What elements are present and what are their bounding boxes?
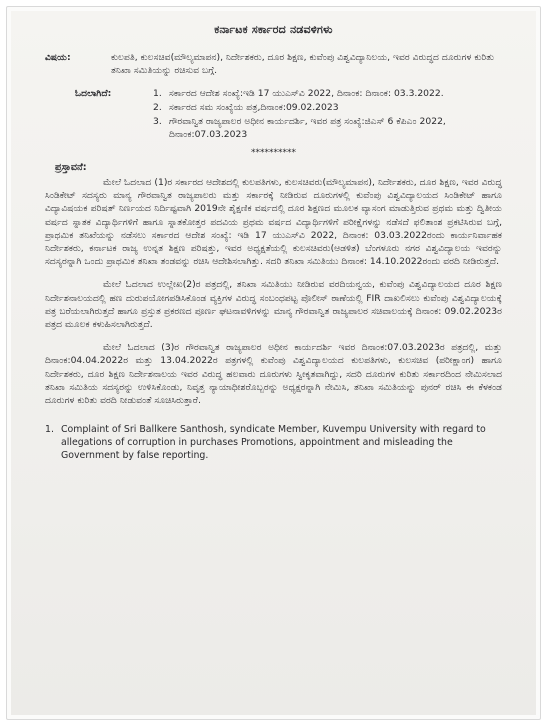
reference-text: ಸರ್ಕಾರದ ಆದೇಶ ಸಂಖ್ಯೆ:ಇಡಿ 17 ಯುಎಸ್‌ವಿ 2022, ದಿನಾಂಕ: ದಿನಾಂಕ: 03.3.2022. [169,88,444,99]
reference-number: 3. [153,116,162,127]
reference-item [153,87,502,100]
complaint-item [45,423,502,462]
references-label: ಓದಲಾಗಿದೆ: [75,88,112,99]
subject-row [45,51,502,77]
references-row [45,87,502,142]
reference-text: ಸರ್ಕಾರದ ಸಮ ಸಂಖ್ಯೆಯ ಪತ್ರ,ದಿನಾಂಕ:09.02.2023 [169,102,339,113]
complaint-number: 1. [45,424,54,436]
references-list [153,87,502,142]
preamble-heading: ಪ್ರಸ್ತಾವನೆ: [55,162,87,173]
complaint-text: Complaint of Sri Ballkere Santhosh, syndicate Member, Kuvempu University with regard to allegations of corruption in purchases Promotions, appointment and misleading the Government by false reporting. [61,424,486,462]
image-frame [6,6,541,720]
reference-item [153,101,502,114]
paragraph-2: ಮೇಲೆ ಓದಲಾದ ಉಲ್ಲೇಖ(2)ರ ಪತ್ರದಲ್ಲಿ, ತನಿಖಾ ಸಮಿತಿಯು ನೀಡಿರುವ ವರದಿಯನ್ವಯ, ಕುವೆಂಪು ವಿಶ್ವವಿದ್ಯಾಲಯದ ದೂರ ಶಿಕ್ಷಣ ನಿರ್ದೇಶನಾಲಯದಲ್ಲಿ ಹಣ ದುರುಪಯೋಗಪಡಿಸಿಕೊಂಡ ವ್ಯಕ್ತಿಗಳ ವಿರುದ್ಧ ಸಂಬಂಧಪಟ್ಟ ಪೊಲೀಸ್ ಠಾಣೆಯಲ್ಲಿ FIR ದಾಖಲಿಸಲು ಕುವೆಂಪು ವಿಶ್ವವಿದ್ಯಾಲಯಕ್ಕೆ ಪತ್ರ ಬರೆಯಲಾಗಿರುತ್ತದೆ ಹಾಗೂ ಪ್ರಸ್ತುತ ಪ್ರಕರಣದ ಪೂರ್ಣ ಘಟನಾವಳಿಗಳನ್ನು ಮಾನ್ಯ ಗೌರವಾನ್ವಿತ ರಾಜ್ಯಪಾಲರ ಸಚಿವಾಲಯಕ್ಕೆ ದಿನಾಂಕ: 09.02.2023ರ ಪತ್ರದ ಮೂಲಕ ಕಳುಹಿಸಲಾಗಿರುತ್ತದೆ. [45,279,502,331]
document-title: ಕರ್ನಾಟಕ ಸರ್ಕಾರದ ನಡವಳಿಗಳು [214,23,333,36]
paragraph-3: ಮೇಲೆ ಓದಲಾದ (3)ರ ಗೌರವಾನ್ವಿತ ರಾಜ್ಯಪಾಲರ ಅಧೀನ ಕಾರ್ಯದರ್ಶಿ ಇವರ ದಿನಾಂಕ:07.03.2023ರ ಪತ್ರದಲ್ಲಿ, ಮತ್ತು ದಿನಾಂಕ:04.04.2022ರ ಮತ್ತು 13.04.2022ರ ಪತ್ರಗಳಲ್ಲಿ ಕುವೆಂಪು ವಿಶ್ವವಿದ್ಯಾಲಯದ ಕುಲಪತಿಗಳು, ಕುಲಸಚಿವ (ಪರೀಕ್ಷಾಂಗ) ಹಾಗೂ ನಿರ್ದೇಶಕರು, ದೂರ ಶಿಕ್ಷಣ ನಿರ್ದೇಶನಾಲಯ ಇವರ ವಿರುದ್ಧ ಹಲವಾರು ದೂರುಗಳು ಸ್ವೀಕೃತವಾಗಿದ್ದು, ಸದರಿ ದೂರುಗಳ ಕುರಿತು ಸರ್ಕಾರದಿಂದ ನೇಮಿಸಲಾದ ತನಿಖಾ ಸಮಿತಿಯ ಸದಸ್ಯರನ್ನು ಉಳಿಸಿಕೊಂಡು, ನಿವೃತ್ತ ನ್ಯಾಯಾಧೀಶರೊಬ್ಬರನ್ನು ಅಧ್ಯಕ್ಷರನ್ನಾಗಿ ನೇಮಿಸಿ, ತನಿಖಾ ಸಮಿತಿಯನ್ನು ಪುನರ್ ರಚಿಸಿ ಈ ಕೆಳಕಂಡ ದೂರುಗಳ ಕುರಿತು ವರದಿ ನೀಡುವಂತೆ ಸೂಚಿಸಿರುತ್ತಾರೆ. [45,342,502,407]
reference-number: 2. [153,102,162,113]
reference-item [153,115,502,141]
document-page [11,11,536,715]
separator-stars: ********** [251,148,296,158]
subject-label: ವಿಷಯ: [45,52,71,63]
reference-text: ಗೌರವಾನ್ವಿತ ರಾಜ್ಯಪಾಲರ ಅಧೀನ ಕಾರ್ಯದರ್ಶಿ, ಇವರ ಪತ್ರ ಸಂಖ್ಯೆ:ಜಿಎಸ್ 6 ಕೆಪಿಎಂ 2022, ದಿನಾಂಕ:07.03.2023 [169,116,446,140]
subject-text: ಕುಲಪತಿ, ಕುಲಸಚಿವ(ಮೌಲ್ಯಮಾಪನ), ನಿರ್ದೇಶಕರು, ದೂರ ಶಿಕ್ಷಣ, ಕುವೆಂಪು ವಿಶ್ವವಿದ್ಯಾನಿಲಯ, ಇವರ ವಿರುದ್ಧದ ದೂರುಗಳ ಕುರಿತು ತನಿಖಾ ಸಮಿತಿಯನ್ನು ರಚಿಸುವ ಬಗ್ಗೆ. [111,52,495,76]
reference-number: 1. [153,88,162,99]
paragraph-1: ಮೇಲೆ ಓದಲಾದ (1)ರ ಸರ್ಕಾರದ ಆದೇಶದಲ್ಲಿ ಕುಲಪತಿಗಳು, ಕುಲಸಚಿವರು(ಮೌಲ್ಯಮಾಪನ), ನಿರ್ದೇಶಕರು, ದೂರ ಶಿಕ್ಷಣ, ಇವರ ವಿರುದ್ಧ ಸಿಂಡಿಕೇಟ್ ಸದಸ್ಯರು ಮಾನ್ಯ ಗೌರವಾನ್ವಿತ ರಾಜ್ಯಪಾಲರು ಮತ್ತು ಸರ್ಕಾರಕ್ಕೆ ನೀಡಿರುವ ದೂರುಗಳಲ್ಲಿ ಕುವೆಂಪು ವಿಶ್ವವಿದ್ಯಾಲಯದ ಸಿಂಡಿಕೇಟ್ ಹಾಗೂ ವಿದ್ಯಾವಿಷಯಕ ಪರಿಷತ್ ನಿರ್ಣಯದ ನಿರ್ದಿಷ್ಟವಾಗಿ 2019ನೇ ಶೈಕ್ಷಣಿಕ ವರ್ಷದಲ್ಲಿ ದೂರ ಶಿಕ್ಷಣದ ಮೂಲಕ ವ್ಯಾಸಂಗ ಮಾಡುತ್ತಿರುವ ಪ್ರಥಮ ಮತ್ತು ದ್ವಿತೀಯ ವರ್ಷದ ಸ್ನಾತಕ ವಿದ್ಯಾರ್ಥಿಗಳಿಗೆ ಹಾಗೂ ಸ್ನಾತಕೋತ್ತರ ಪದವಿಯ ಪ್ರಥಮ ವರ್ಷದ ವಿದ್ಯಾರ್ಥಿಗಳಿಗೆ ಪರೀಕ್ಷೆಗಳನ್ನು ನಡೆಸದೆ ಫಲಿತಾಂಶ ಪ್ರಕಟಿಸಿರುವ ಬಗ್ಗೆ, ಪ್ರಾಥಮಿಕ ತನಿಖೆಯನ್ನು ನಡೆಸಲು ಸರ್ಕಾರದ ಆದೇಶ ಸಂಖ್ಯೆ: ಇಡಿ 17 ಯುಎಸ್‌ವಿ 2022, ದಿನಾಂಕ: 03.03.2022ರಂದು ಕಾರ್ಯನಿರ್ವಾಹಕ ನಿರ್ದೇಶಕರು, ಕರ್ನಾಟಕ ರಾಜ್ಯ ಉನ್ನತ ಶಿಕ್ಷಣ ಪರಿಷತ್ತು, ಇವರ ಅಧ್ಯಕ್ಷತೆಯಲ್ಲಿ ಕುಲಸಚಿವರು(ಆಡಳಿತ) ಬೆಂಗಳೂರು ನಗರ ವಿಶ್ವವಿದ್ಯಾಲಯ ಇವರನ್ನು ಸದಸ್ಯರನ್ನಾಗಿ ಒಂದು ಪ್ರಾಥಮಿಕ ತನಿಖಾ ತಂಡವನ್ನು ರಚಿಸಿ ಆದೇಶಿಸಲಾಗಿತ್ತು. ಸದರಿ ತನಿಖಾ ಸಮಿತಿಯು ದಿನಾಂಕ: 14.10.2022ರಂದು ವರದಿ ನೀಡಿರುತ್ತದೆ. [45,177,502,268]
